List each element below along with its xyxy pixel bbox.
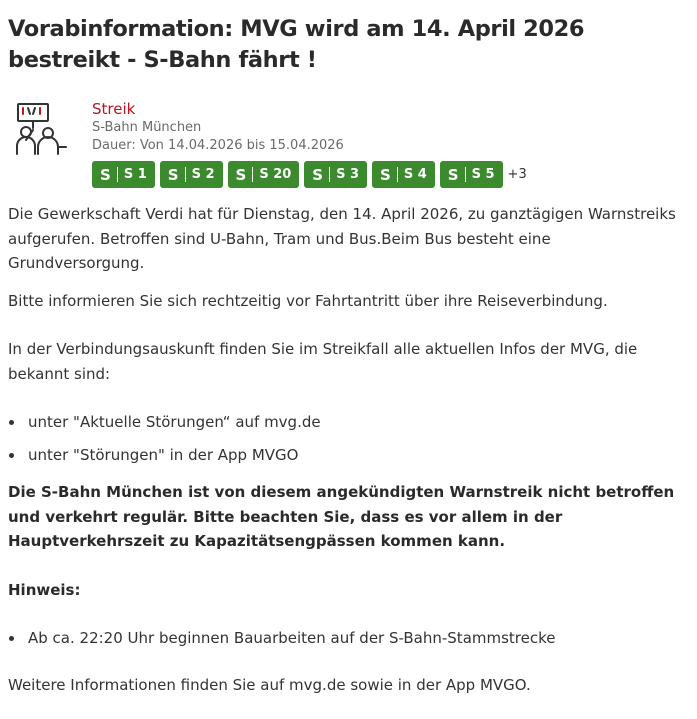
list-item: unter "Störungen" in der App MVGO [8, 443, 689, 468]
disruption-meta [12, 102, 689, 188]
line-badge-s3[interactable] [304, 161, 367, 188]
disruption-meta-info [92, 102, 527, 188]
paragraph-strike-info: Die Gewerkschaft Verdi hat für Dienstag, den 14. April 2026, zu ganztägigen Warnstreiks aufgerufen. Betroffen sind U-Bahn, Tram und Bus.Beim Bus besteht eine Grundversorgung. [8, 205, 676, 272]
sbahn-mode-icon: S [312, 165, 324, 184]
list-item: Ab ca. 22:20 Uhr beginnen Bauarbeiten auf der S-Bahn-Stammstrecke [8, 626, 689, 651]
paragraph-check-connection: Bitte informieren Sie sich rechtzeitig vor Fahrtantritt über ihre Reiseverbindung. [8, 291, 608, 310]
list-item: unter "Aktuelle Störungen“ auf mvg.de [8, 410, 689, 435]
sbahn-mode-icon: S [380, 165, 391, 184]
paragraph-further-info: Weitere Informationen finden Sie auf mvg.de sowie in der App MVGO. [8, 675, 531, 694]
category-label: Streik [92, 100, 136, 118]
paragraph-connection-info: In der Verbindungsauskunft finden Sie im Streikfall alle aktuellen Infos der MVG, die bekannt sind: [8, 340, 638, 383]
line-label: S 5 [471, 167, 495, 182]
info-sources-list [8, 410, 689, 467]
line-badge-s4[interactable] [372, 161, 435, 188]
line-badge-s1[interactable] [92, 161, 155, 188]
sbahn-mode-icon: S [447, 165, 459, 184]
hint-list [8, 626, 689, 651]
strike-protest-icon [12, 102, 72, 158]
operator-label: S-Bahn München [92, 120, 202, 135]
line-label: S 20 [259, 167, 292, 182]
sbahn-mode-icon: S [100, 165, 111, 184]
line-label: S 2 [191, 167, 215, 182]
sbahn-mode-icon: S [167, 165, 179, 184]
article-body [8, 202, 689, 697]
hint-heading: Hinweis: [8, 580, 81, 599]
duration-label: Dauer: Von 14.04.2026 bis 15.04.2026 [92, 138, 344, 153]
line-label: S 3 [336, 167, 360, 182]
affected-lines [92, 161, 527, 188]
article-title: Vorabinformation: MVG wird am 14. April 2026 bestreikt - S-Bahn fährt ! [8, 16, 585, 73]
paragraph-sbahn-not-affected: Die S-Bahn München ist von diesem angekündigten Warnstreik nicht betroffen und verkehrt regulär. Bitte beachten Sie, dass es vor allem in der Hauptverkehrszeit zu Kapazitätsengpässen kommen kann. [8, 483, 675, 550]
line-label: S 1 [123, 167, 147, 182]
line-badge-s5[interactable] [440, 161, 503, 188]
line-label: S 4 [403, 167, 427, 182]
more-lines-button[interactable]: +3 [507, 167, 527, 182]
line-badge-s2[interactable] [160, 161, 223, 188]
sbahn-mode-icon: S [235, 165, 247, 184]
line-badge-s20[interactable] [228, 161, 300, 188]
